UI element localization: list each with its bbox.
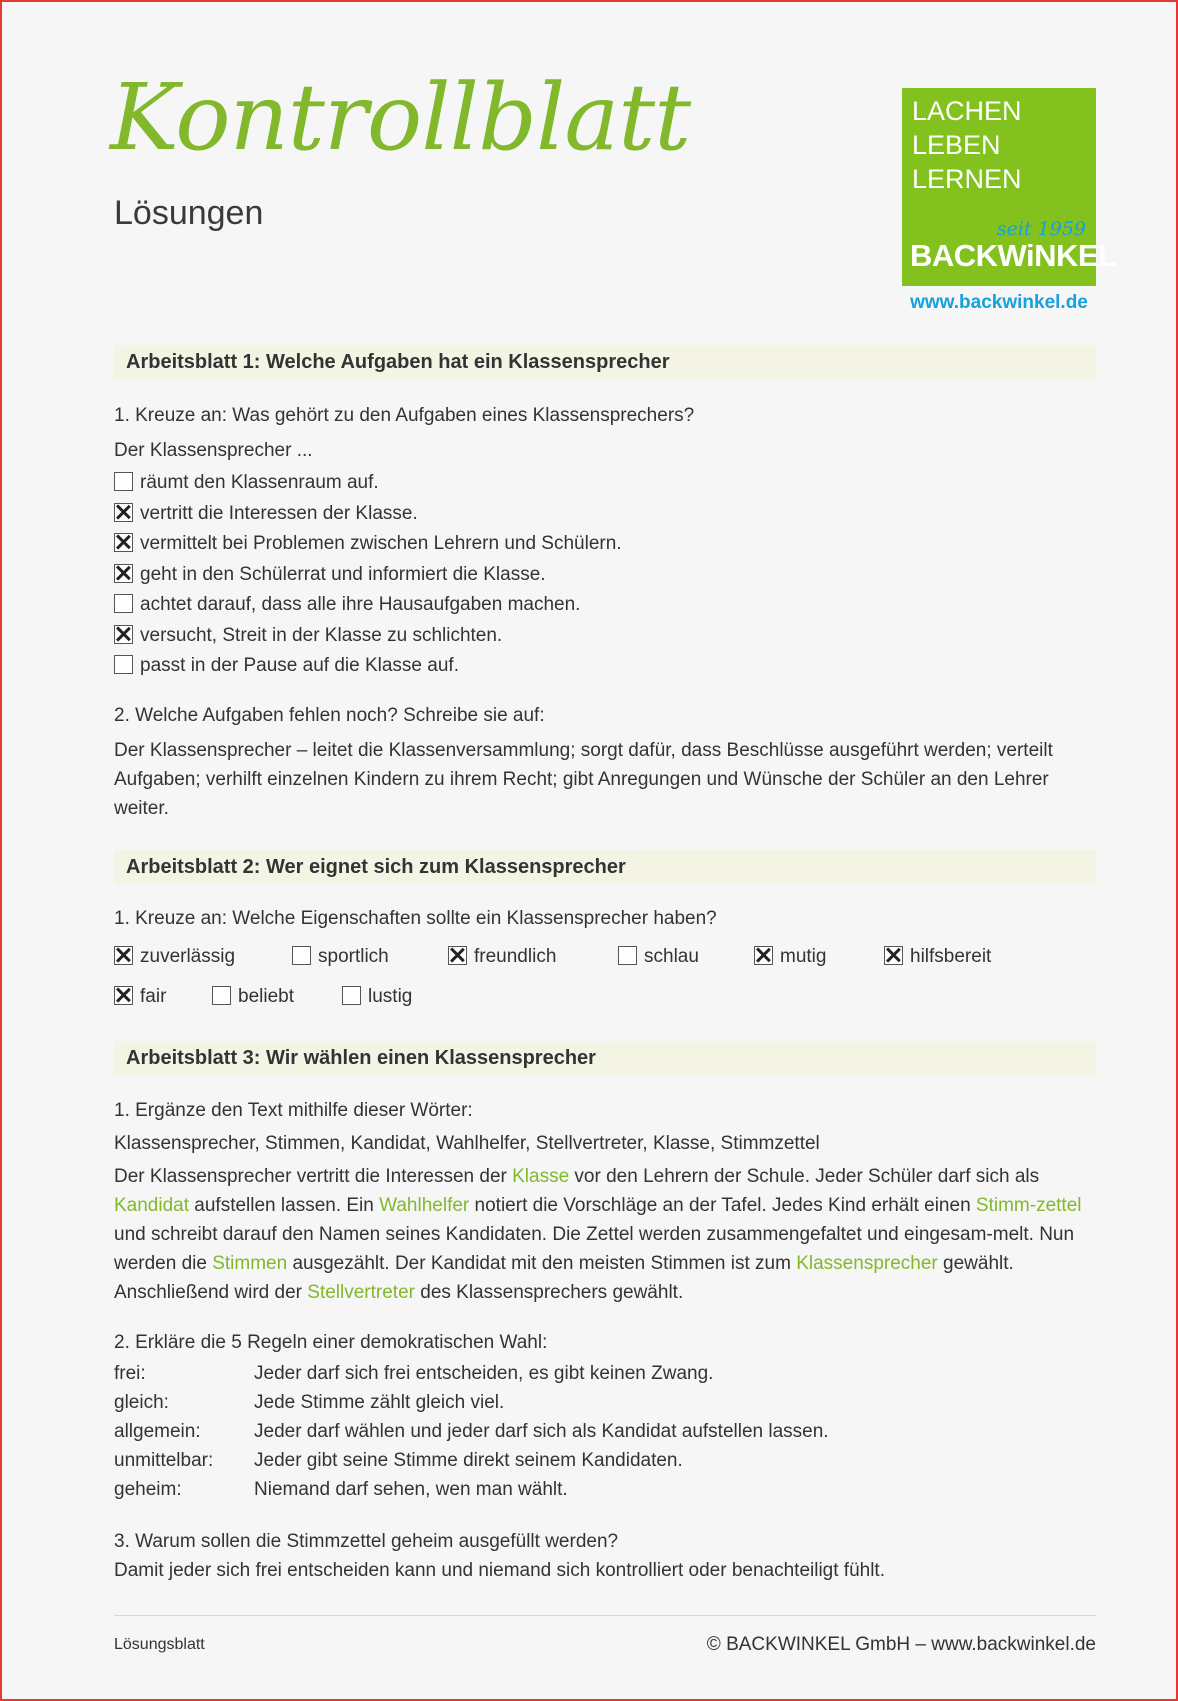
checkbox-checked[interactable] xyxy=(114,533,133,552)
word-list: Klassensprecher, Stimmen, Kandidat, Wahlhelfer, Stellvertreter, Klasse, Stimmzettel xyxy=(114,1133,820,1154)
question-text: 2. Erkläre die 5 Regeln einer demokratischen Wahl: xyxy=(114,1332,548,1353)
checkbox-checked[interactable] xyxy=(754,946,773,965)
option-label: hilfsbereit xyxy=(910,946,992,967)
option-item xyxy=(448,946,556,968)
footer-divider xyxy=(114,1615,1096,1616)
option-label: beliebt xyxy=(238,986,294,1007)
logo-since: seit 1959 xyxy=(996,218,1086,240)
rule-value: Jeder gibt seine Stimme direkt seinem Kandidaten. xyxy=(254,1450,683,1471)
page-title: Kontrollblatt xyxy=(110,64,691,171)
checkbox-label: versucht, Streit in der Klasse zu schlichten. xyxy=(140,624,503,646)
cloze-part: des Klassensprechers gewählt. xyxy=(414,1282,684,1303)
cloze-answer: Stellvertreter xyxy=(307,1282,415,1303)
checkbox-checked[interactable] xyxy=(448,946,467,965)
rule-key: allgemein: xyxy=(114,1421,201,1442)
checkbox-item xyxy=(114,625,502,647)
option-item xyxy=(114,946,235,968)
backwinkel-logo xyxy=(902,88,1117,286)
section-heading-ab1: Arbeitsblatt 1: Welche Aufgaben hat ein Klassensprecher xyxy=(114,345,1096,379)
checkbox-checked[interactable] xyxy=(114,564,133,583)
cloze-part: aufstellen lassen. Ein xyxy=(189,1195,380,1216)
option-label: schlau xyxy=(644,946,699,967)
checkbox-checked[interactable] xyxy=(114,625,133,644)
checkbox-unchecked[interactable] xyxy=(292,946,311,965)
section-heading-ab2: Arbeitsblatt 2: Wer eignet sich zum Klassensprecher xyxy=(114,850,1096,884)
rule-key: geheim: xyxy=(114,1479,182,1500)
checkbox-unchecked[interactable] xyxy=(212,986,231,1005)
question-text: 2. Welche Aufgaben fehlen noch? Schreibe sie auf: xyxy=(114,705,545,726)
checkbox-unchecked[interactable] xyxy=(618,946,637,965)
answer-text: Damit jeder sich frei entscheiden kann und niemand sich kontrolliert oder benachteiligt fühlt. xyxy=(114,1560,885,1581)
option-item xyxy=(114,986,166,1008)
section-heading-ab3: Arbeitsblatt 3: Wir wählen einen Klassensprecher xyxy=(114,1041,1096,1075)
rule-key: unmittelbar: xyxy=(114,1450,214,1471)
checkbox-checked[interactable] xyxy=(114,946,133,965)
checkbox-unchecked[interactable] xyxy=(342,986,361,1005)
option-label: zuverlässig xyxy=(140,946,236,967)
checkbox-unchecked[interactable] xyxy=(114,655,133,674)
logo-brand: BACKWiNKEL xyxy=(910,238,1117,273)
checkbox-unchecked[interactable] xyxy=(114,594,133,613)
question-text: 1. Ergänze den Text mithilfe dieser Wörter: xyxy=(114,1100,473,1121)
checkbox-item xyxy=(114,594,580,616)
checkbox-label: passt in der Pause auf die Klasse auf. xyxy=(140,655,459,676)
checkbox-checked[interactable] xyxy=(884,946,903,965)
question-text: 1. Kreuze an: Welche Eigenschaften sollte ein Klassensprecher haben? xyxy=(114,908,717,929)
checkbox-item xyxy=(114,503,418,525)
option-item xyxy=(212,986,294,1008)
logo-line: LACHEN xyxy=(912,96,1022,126)
option-item xyxy=(754,946,826,968)
cloze-part: gewählt. Anschließend wird der xyxy=(114,1253,1014,1303)
option-item xyxy=(342,986,412,1008)
rule-value: Niemand darf sehen, wen man wählt. xyxy=(254,1479,568,1500)
option-item xyxy=(884,946,991,968)
checkbox-item xyxy=(114,533,622,555)
option-item xyxy=(618,946,699,968)
option-label: lustig xyxy=(368,986,413,1007)
cloze-part: ausgezählt. Der Kandidat mit den meisten Stimmen ist zum xyxy=(287,1253,797,1274)
rule-value: Jeder darf wählen und jeder darf sich als Kandidat aufstellen lassen. xyxy=(254,1421,829,1442)
page-subtitle: Lösungen xyxy=(114,194,264,232)
checkbox-unchecked[interactable] xyxy=(114,472,133,491)
rule-value: Jede Stimme zählt gleich viel. xyxy=(254,1392,505,1413)
checkbox-label: vermittelt bei Problemen zwischen Lehrern und Schülern. xyxy=(140,533,622,554)
cloze-answer: Klassensprecher xyxy=(796,1253,938,1274)
logo-slogan xyxy=(912,94,1022,196)
checkbox-item xyxy=(114,655,459,677)
checkbox-label: achtet darauf, dass alle ihre Hausaufgaben machen. xyxy=(140,594,581,615)
cloze-part: vor den Lehrern der Schule. Jeder Schüler darf sich als xyxy=(569,1166,1040,1187)
checkbox-checked[interactable] xyxy=(114,986,133,1005)
checkbox-item xyxy=(114,472,379,494)
checkbox-label: vertritt die Interessen der Klasse. xyxy=(140,502,418,524)
cloze-part: notiert die Vorschläge an der Tafel. Jedes Kind erhält einen xyxy=(469,1195,976,1216)
option-label: mutig xyxy=(780,946,827,967)
footer-copyright: © BACKWINKEL GmbH – www.backwinkel.de xyxy=(706,1634,1096,1655)
checkbox-label: räumt den Klassenraum auf. xyxy=(140,472,379,493)
intro-text: Der Klassensprecher ... xyxy=(114,440,313,461)
cloze-text xyxy=(114,1162,1099,1307)
logo-line: LEBEN xyxy=(912,130,1001,160)
option-label: fair xyxy=(140,986,167,1007)
cloze-part: Der Klassensprecher vertritt die Interessen der xyxy=(114,1166,513,1187)
question-text: 1. Kreuze an: Was gehört zu den Aufgaben eines Klassensprechers? xyxy=(114,405,695,426)
checkbox-checked[interactable] xyxy=(114,503,133,522)
cloze-answer: Klasse xyxy=(512,1166,570,1187)
cloze-answer: Kandidat xyxy=(114,1195,190,1216)
answer-text: Der Klassensprecher – leitet die Klassenversammlung; sorgt dafür, dass Beschlüsse ausgeführt werden; verteilt Aufgaben; verhilft einzelnen Kindern zu ihrem Recht; gibt Anregungen und Wünsche der Schüler an den Lehrer weiter. xyxy=(114,740,1053,819)
cloze-answer: Wahlhelfer xyxy=(379,1195,470,1216)
question-text: 3. Warum sollen die Stimmzettel geheim ausgefüllt werden? xyxy=(114,1531,619,1552)
logo-url-link[interactable]: www.backwinkel.de xyxy=(910,292,1088,313)
footer-label: Lösungsblatt xyxy=(114,1636,205,1653)
option-label: freundlich xyxy=(474,946,557,967)
rule-value: Jeder darf sich frei entscheiden, es gibt keinen Zwang. xyxy=(254,1363,714,1384)
rule-key: gleich: xyxy=(114,1392,169,1413)
rule-key: frei: xyxy=(114,1363,146,1384)
option-label: sportlich xyxy=(318,946,389,967)
option-item xyxy=(292,946,389,968)
cloze-answer: Stimmen xyxy=(212,1253,288,1274)
cloze-answer: Stimm-zettel xyxy=(975,1195,1082,1216)
cloze-part: und schreibt darauf den Namen seines Kandidaten. Die Zettel werden zusammengefaltet und eingesam-melt. Nun werden die xyxy=(114,1224,1075,1274)
checkbox-item xyxy=(114,564,546,586)
checkbox-label: geht in den Schülerrat und informiert die Klasse. xyxy=(140,563,546,585)
logo-line: LERNEN xyxy=(912,164,1022,194)
